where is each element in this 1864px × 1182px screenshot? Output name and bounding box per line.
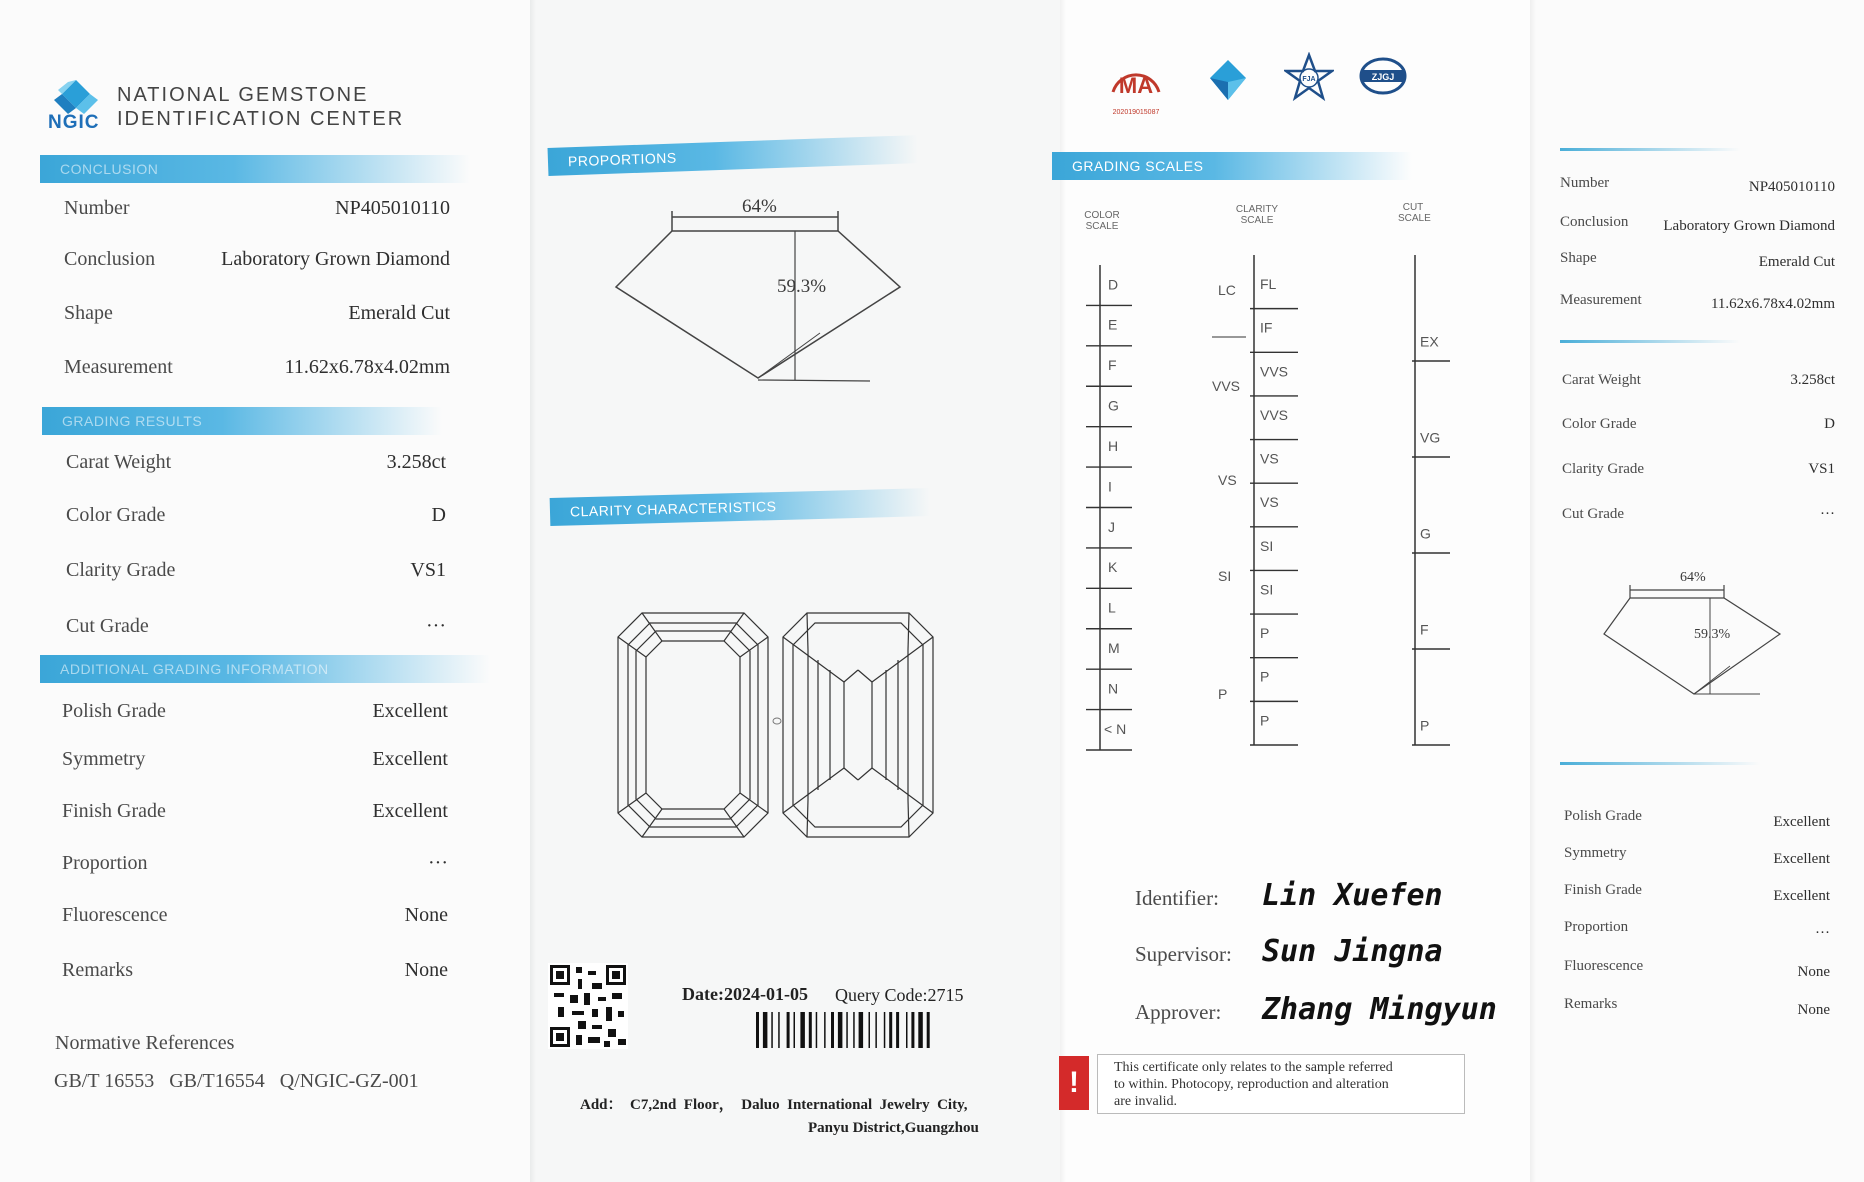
summary-additional-row-value: None [1797,964,1830,980]
section-bar-grading-results: GRADING RESULTS [42,407,442,435]
clarity-grade-label: SI [1260,581,1274,598]
signature-role: Supervisor: [1135,942,1232,966]
signature-name: Sun Jingna [1262,934,1443,969]
clarity-grade-label: P [1260,625,1270,642]
summary-conclusion-row-value: NP405010110 [1748,179,1835,195]
cut-scale-title-1: CUT [1402,202,1424,213]
cut-grade-label: VG [1420,429,1441,446]
barcode-bar [794,1012,796,1048]
summary-conclusion-row-value: 11.62x6.78x4.02mm [1710,296,1835,312]
color-scale-title [1082,210,1122,232]
conclusion-row-label: Measurement [64,356,173,378]
barcode-bar [771,1012,773,1048]
color-grade-label: J [1108,518,1115,535]
normative-title: Normative References [55,1032,235,1054]
cut-grade-label: G [1420,525,1431,542]
cma-letters: MA [1118,73,1154,98]
color-grade-label: E [1108,316,1118,333]
summary-additional-row-label: Polish Grade [1564,808,1642,824]
zjgj-badge [1358,56,1408,100]
barcode-bar [778,1012,780,1048]
summary-additional-row-label: Finish Grade [1564,882,1642,898]
barcode-bar [853,1012,855,1048]
signature-role: Identifier: [1135,886,1219,910]
summary-conclusion-row-label: Number [1560,175,1610,191]
additional-row-value: Excellent [372,748,448,770]
color-grade-label: M [1108,640,1120,656]
fja-star-badge [1284,52,1334,102]
address-line1: Add： C7,2nd Floor， Daluo International Jewelry City, [580,1097,968,1113]
grading-row-label: Cut Grade [66,615,149,637]
barcode-bar [846,1012,848,1048]
qr-code [548,963,628,1049]
color-grade-label: K [1108,559,1118,576]
additional-row-value: Excellent [372,800,448,822]
barcode-bar [896,1012,899,1048]
barcode [756,1012,974,1048]
clarity-grade-label: SI [1260,537,1274,554]
fold-shadow [530,0,536,1182]
barcode-bar [927,1012,930,1048]
summary-additional-row-value: Excellent [1773,814,1830,830]
barcode-bar [875,1012,877,1048]
summary-grading-row-value: D [1824,416,1835,432]
barcode-bar [824,1012,826,1048]
summary-additional-row-label: Proportion [1564,919,1629,935]
conclusion-row-value: NP405010110 [335,197,450,219]
barcode-bar [787,1012,790,1048]
additional-row-value: Excellent [372,700,448,722]
cma-badge [1105,62,1167,116]
barcode-bar [809,1012,812,1048]
clarity-scale-title-1: CLARITY [1235,204,1279,215]
summary-additional-row-value: ··· [1815,925,1830,941]
barcode-bar [763,1012,768,1048]
cut-grade-label: P [1420,717,1430,734]
summary-conclusion-row-label: Conclusion [1560,214,1629,230]
conclusion-row-value: 11.62x6.78x4.02mm [284,356,450,378]
additional-row-value: None [404,904,448,926]
summary-grading-row-label: Cut Grade [1562,506,1625,522]
color-scale-title-2: SCALE [1085,221,1119,232]
additional-row-label: Remarks [62,959,134,981]
summary-divider [1560,762,1760,765]
grading-row-value: D [431,504,446,526]
fja-letters: FJA [1302,76,1316,83]
grading-row-label: Clarity Grade [66,559,176,581]
cut-grade-label: F [1420,621,1429,638]
summary-additional-row-label: Fluorescence [1564,958,1644,974]
conclusion-row-value: Laboratory Grown Diamond [221,248,450,270]
barcode-bar [859,1012,864,1048]
summary-grading-row-label: Color Grade [1562,416,1637,432]
barcode-bar [911,1012,914,1048]
clarity-grade-label: VVS [1260,406,1289,423]
summary-conclusion-row-label: Measurement [1560,292,1642,308]
summary-divider [1560,340,1740,343]
summary-additional-row-label: Remarks [1564,996,1618,1012]
section-bar-clarity: CLARITY CHARACTERISTICS [550,488,931,526]
barcode-bar [869,1012,871,1048]
color-grade-label: H [1108,437,1119,454]
zjgj-letters: ZJGJ [1371,72,1395,82]
barcode-bar [816,1012,818,1048]
issue-date: Date:2024-01-05 [682,984,808,1004]
signature-name: Zhang Mingyun [1262,992,1497,1027]
grading-row-label: Carat Weight [66,451,172,473]
signature-name: Lin Xuefen [1262,878,1443,913]
additional-row-label: Symmetry [62,748,146,770]
clarity-grade-label: P [1260,668,1270,685]
clarity-scale-title [1232,204,1282,226]
color-grade-label: I [1108,478,1112,495]
color-grade-label: G [1108,397,1119,414]
additional-row-label: Fluorescence [62,904,168,926]
clarity-plot-diagram [612,610,942,845]
clarity-group-label: VVS [1212,378,1241,394]
depth-percent: 59.3% [777,276,827,297]
clarity-grade-label: VS [1260,450,1279,467]
summary-grading-row-value: VS1 [1808,461,1835,477]
conclusion-row-label: Number [64,197,130,219]
warning-icon: ! [1059,1056,1089,1110]
additional-row-value: ··· [428,852,448,874]
query-code: Query Code:2715 [835,985,964,1005]
summary-conclusion-row-label: Shape [1560,250,1597,266]
section-bar-grading-scales: GRADING SCALES [1052,152,1412,180]
ngic-diamond-badge [1200,56,1256,106]
cut-grade-label: EX [1420,333,1439,350]
clarity-scale-title-2: SCALE [1240,215,1274,226]
org-name-line2: IDENTIFICATION CENTER [117,108,405,130]
barcode-bar [800,1012,805,1048]
grading-row-value: 3.258ct [386,451,446,473]
color-grade-label: F [1108,357,1117,374]
section-bar-conclusion: CONCLUSION [40,155,470,183]
color-grade-label: D [1108,276,1119,293]
color-scale-title-1: COLOR [1084,210,1120,221]
normative-refs: GB/T 16553 GB/T16554 Q/NGIC-GZ-001 [54,1070,419,1092]
org-name-line1: NATIONAL GEMSTONE [117,84,369,106]
barcode-bar [831,1012,834,1048]
summary-conclusion-row-value: Laboratory Grown Diamond [1663,218,1835,234]
summary-proportions-diagram [1590,570,1790,710]
additional-row-label: Proportion [62,852,148,874]
address-line2: Panyu District,Guangzhou [808,1120,979,1136]
cma-number: 202019015087 [1112,109,1160,116]
summary-depth-percent: 59.3% [1694,627,1731,642]
cut-scale-title-2: SCALE [1398,213,1431,224]
clarity-group-label: VS [1218,472,1237,488]
proportions-diagram [600,195,920,395]
disclaimer-box [1097,1054,1465,1114]
summary-conclusion-row-value: Emerald Cut [1758,254,1835,270]
cut-scale-title [1398,202,1431,224]
barcode-bar [889,1012,892,1048]
clarity-group-label: SI [1218,568,1232,584]
clarity-grade-label: VVS [1260,363,1289,380]
summary-grading-row-value: 3.258ct [1790,372,1835,388]
disclaimer-line3: are invalid. [1114,1094,1177,1109]
additional-row-label: Polish Grade [62,700,166,722]
summary-divider [1560,148,1740,151]
color-grade-label: N [1108,680,1119,697]
barcode-bar [884,1012,886,1048]
clarity-grade-label: FL [1260,276,1277,292]
barcode-bar [906,1012,908,1048]
clarity-group-label: P [1218,686,1228,702]
grading-row-value: VS1 [410,559,446,581]
additional-row-value: None [404,959,448,981]
clarity-grade-label: IF [1260,319,1273,336]
grading-row-label: Color Grade [66,504,166,526]
summary-additional-row-value: Excellent [1773,888,1830,904]
fold-shadow [1530,0,1536,1182]
disclaimer-line2: to within. Photocopy, reproduction and alteration [1114,1077,1389,1092]
clarity-grade-label: P [1260,712,1270,729]
color-grade-label: < N [1104,720,1127,737]
section-bar-additional: ADDITIONAL GRADING INFORMATION [40,655,490,683]
summary-additional-row-value: None [1797,1002,1830,1018]
barcode-bar [918,1012,923,1048]
section-bar-proportions: PROPORTIONS [548,135,919,176]
summary-additional-row-value: Excellent [1773,851,1830,867]
logo-text: NGIC [48,112,100,133]
summary-grading-row-label: Clarity Grade [1562,461,1645,477]
grading-scales-chart [1060,245,1480,765]
color-grade-label: L [1108,599,1116,616]
barcode-bar [756,1012,759,1048]
conclusion-row-label: Conclusion [64,248,156,270]
summary-grading-row-value: ··· [1820,506,1835,522]
disclaimer-line1: This certificate only relates to the sample referred [1114,1060,1393,1075]
summary-table-percent: 64% [1680,570,1706,585]
additional-row-label: Finish Grade [62,800,166,822]
signature-role: Approver: [1135,1000,1222,1024]
summary-additional-row-label: Symmetry [1564,845,1627,861]
conclusion-row-label: Shape [64,302,113,324]
table-percent: 64% [742,196,777,217]
summary-grading-row-label: Carat Weight [1562,372,1641,388]
barcode-bar [838,1012,843,1048]
conclusion-row-value: Emerald Cut [348,302,450,324]
clarity-grade-label: VS [1260,494,1279,511]
grading-row-value: ··· [426,615,446,637]
clarity-group-label: LC [1218,282,1236,298]
